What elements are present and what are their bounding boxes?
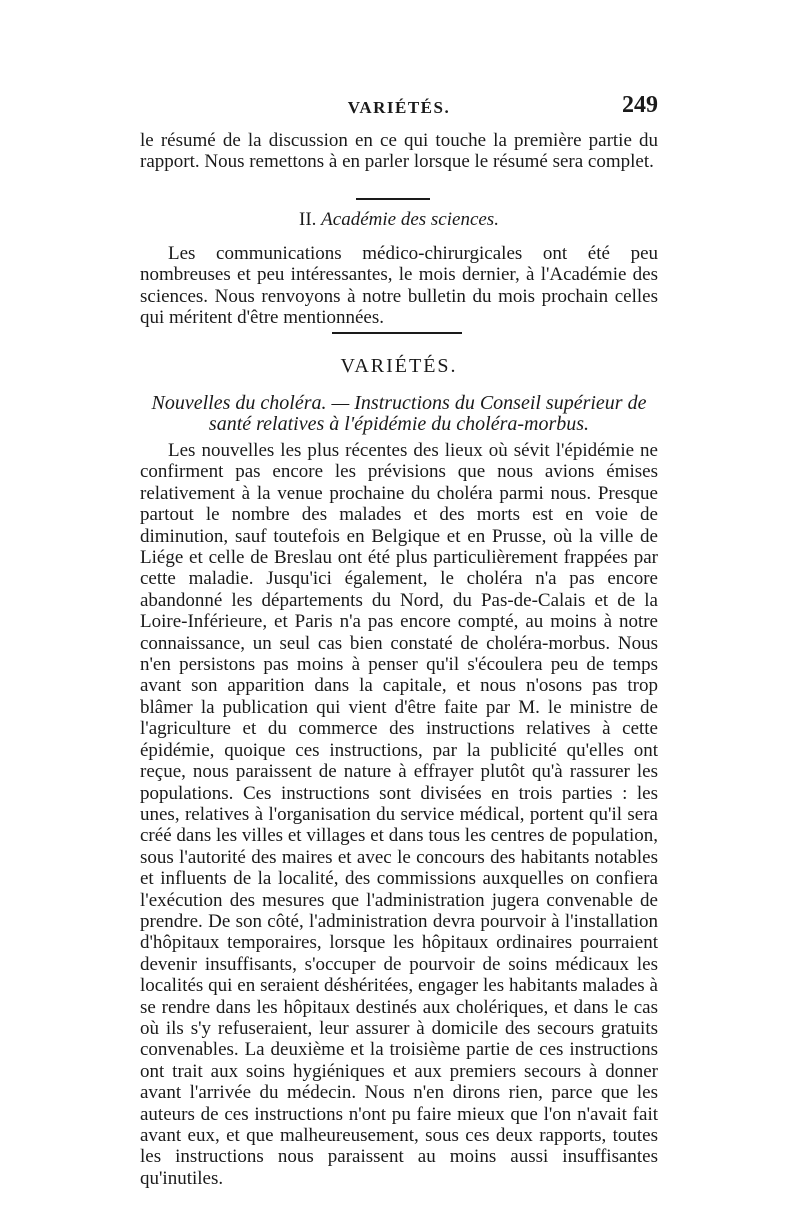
- academie-block: [140, 243, 658, 329]
- article-subtitle: Nouvelles du choléra. — Instructions du Conseil supérieur de santé relatives à l'épidémie du choléra-morbus.: [151, 392, 647, 435]
- varietes-block: [140, 440, 658, 1189]
- divider-rule: [332, 332, 462, 334]
- page-header: [140, 92, 658, 128]
- page-number: 249: [622, 92, 658, 118]
- divider-rule: [356, 198, 430, 200]
- continuation-block: [140, 130, 658, 173]
- academie-paragraph: Les communications médico-chirurgicales ont été peu nombreuses et peu intéressantes, le mois dernier, à l'Académie des sciences. Nous renvoyons à notre bulletin du mois prochain celles qui méritent d'être mentionnées.: [140, 243, 658, 329]
- section-title: Académie des sciences.: [321, 209, 499, 230]
- varietes-paragraph: Les nouvelles les plus récentes des lieux où sévit l'épidémie ne confirment pas encore les prévisions que nous avions émises relativement à la venue prochaine du choléra parmi nous. Presque partout le nombre des malades et des morts est en voie de diminution, sauf toutefois en Belgique et en Prusse, où la ville de Liége et celle de Breslau ont été plus particulièrement frappées par cette maladie. Jusqu'ici également, le choléra n'a pas encore abandonné les départements du Nord, du Pas-de-Calais et de la Loire-Inférieure, et Paris n'a pas encore compté, au moins à notre connaissance, un seul cas bien constaté de choléra-morbus. Nous n'en persistons pas moins à penser qu'il s'écoulera peu de temps avant son apparition dans la capitale, et nous n'osons pas trop blâmer la publication qui vient d'être faite par M. le ministre de l'agriculture et du commerce des instructions relatives à cette épidémie, quoique ces instructions, par la publicité qu'elles ont reçue, nous paraissent de nature à effrayer plutôt qu'à rassurer les populations. Ces instructions sont divisées en trois parties : les unes, relatives à l'organisation du service médical, portent qu'il sera créé dans les villes et villages et dans tous les centres de population, sous l'autorité des maires et avec le concours des habitants notables et influents de la localité, des commissions auxquelles on confiera l'exécution des mesures que l'administration jugera convenable de prendre. De son côté, l'administration devra pourvoir à l'installation d'hôpitaux temporaires, lorsque les hôpitaux ordinaires pourraient devenir insuffisants, s'occuper de pourvoir de soins médicaux les localités qui en seraient déshéritées, engager les habitants malades à se rendre dans les hôpitaux destinés aux cholériques, et dans le cas où ils s'y refuseraient, leur assurer à domicile des secours gratuits convenables. La deuxième et la troisième partie de ces instructions ont trait aux soins hygiéniques et aux premiers secours à donner avant l'arrivée du médecin. Nous n'en dirons rien, parce que les auteurs de ces instructions n'ont pu faire mieux que l'on n'avait fait avant eux, et que malheureusement, sous ces deux rapports, toutes les instructions nous paraissent au moins aussi insuffisantes qu'inutiles.: [140, 440, 658, 1189]
- varietes-heading: VARIÉTÉS.: [340, 355, 458, 377]
- running-head: VARIÉTÉS.: [347, 98, 451, 117]
- section-heading-academie: [140, 209, 658, 231]
- continuation-paragraph: le résumé de la discussion en ce qui touche la première partie du rapport. Nous remettons à en parler lorsque le résumé sera complet.: [140, 130, 658, 173]
- section-number: II.: [299, 209, 317, 230]
